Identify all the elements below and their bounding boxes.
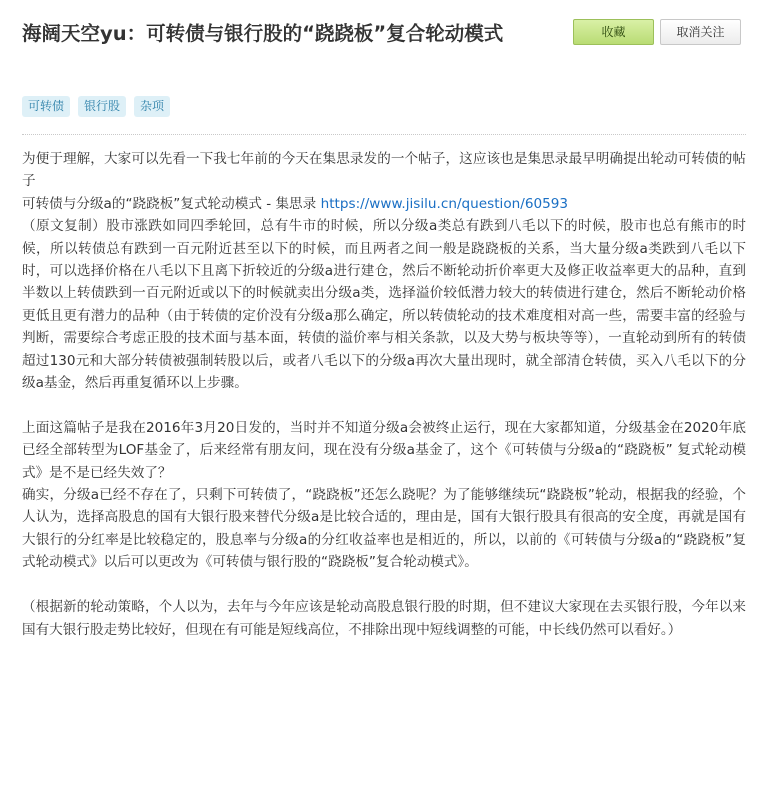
reference-line — [22, 193, 746, 215]
tag-misc[interactable]: 杂项 — [134, 96, 170, 117]
original-quote-paragraph: （原文复制）股市涨跌如同四季轮回，总有牛市的时候，所以分级a类总有跌到八毛以下的时候，股市也总有熊市的时候，所以转债总有跌到一百元附近甚至以下的时候，而且两者之间一般是跷跷板的关系，当大量分级a类跌到八毛以下时，可以选择价格在八毛以下且离下折较近的分级a进行建仓，然后不断轮动折价率更大及修正收益率更大的品种，直到半数以上转债跌到一百元附近或以下的时候就卖出分级a类，选择溢价较低潜力较大的转债进行建仓，然后不断轮动价格更低且更有潜力的品种（由于转债的定价没有分级a那么确定，所以转债轮动的技术难度相对高一些，需要丰富的经验与判断，需要综合考虑正股的技术面与基本面，转债的溢价率与相关条款，以及大势与板块等等），一直轮动到所有的转债超过130元和大部分转债被强制转股以后，或者八毛以下的分级a再次大量出现时，就全部清仓转债，买入八毛以下的分级a基金，然后再重复循环以上步骤。 — [22, 218, 746, 392]
favorite-button[interactable]: 收藏 — [573, 19, 654, 45]
body-paragraph-2: 上面这篇帖子是我在2016年3月20日发的，当时并不知道分级a会被终止运行，现在大家都知道，分级基金在2020年底已经全部转型为LOF基金了，后来经常有朋友问，现在没有分级a基金了，这个《可转债与分级a的“跷跷板” 复式轮动模式》是不是已经失效了？ — [22, 419, 746, 481]
divider — [22, 134, 746, 135]
reference-link[interactable]: https://www.jisilu.cn/question/60593 — [320, 195, 569, 212]
post-title: 海阔天空yu：可转债与银行股的“跷跷板”复合轮动模式 — [22, 22, 504, 45]
post-content — [22, 148, 746, 641]
tag-list — [22, 96, 170, 118]
reference-title: 可转债与分级a的“跷跷板”复式轮动模式 - 集思录 — [22, 195, 321, 212]
tag-convertible-bond[interactable]: 可转债 — [22, 96, 70, 117]
tag-bank-stock[interactable]: 银行股 — [78, 96, 126, 117]
body-paragraph-4: （根据新的轮动策略，个人以为，去年与今年应该是轮动高股息银行股的时期，但不建议大家现在去买银行股，今年以来国有大银行股走势比较好，但现在有可能是短线高位，不排除出现中短线调整的可能，中长线仍然可以看好。） — [22, 599, 746, 638]
intro-paragraph: 为便于理解，大家可以先看一下我七年前的今天在集思录发的一个帖子，这应该也是集思录最早明确提出轮动可转债的帖子 — [22, 151, 746, 190]
body-paragraph-3: 确实，分级a已经不存在了，只剩下可转债了，“跷跷板”还怎么跷呢？为了能够继续玩“跷跷板”轮动，根据我的经验，个人认为，选择高股息的国有大银行股来替代分级a是比较合适的，理由是，国有大银行股具有很高的安全度，再就是国有大银行的分红率是比较稳定的，股息率与分级a的分红收益率也是相近的，所以，以前的《可转债与分级a的“跷跷板”复式轮动模式》以后可以更改为《可转债与银行股的“跷跷板”复合轮动模式》。 — [22, 487, 746, 571]
unfollow-button[interactable]: 取消关注 — [660, 19, 741, 45]
